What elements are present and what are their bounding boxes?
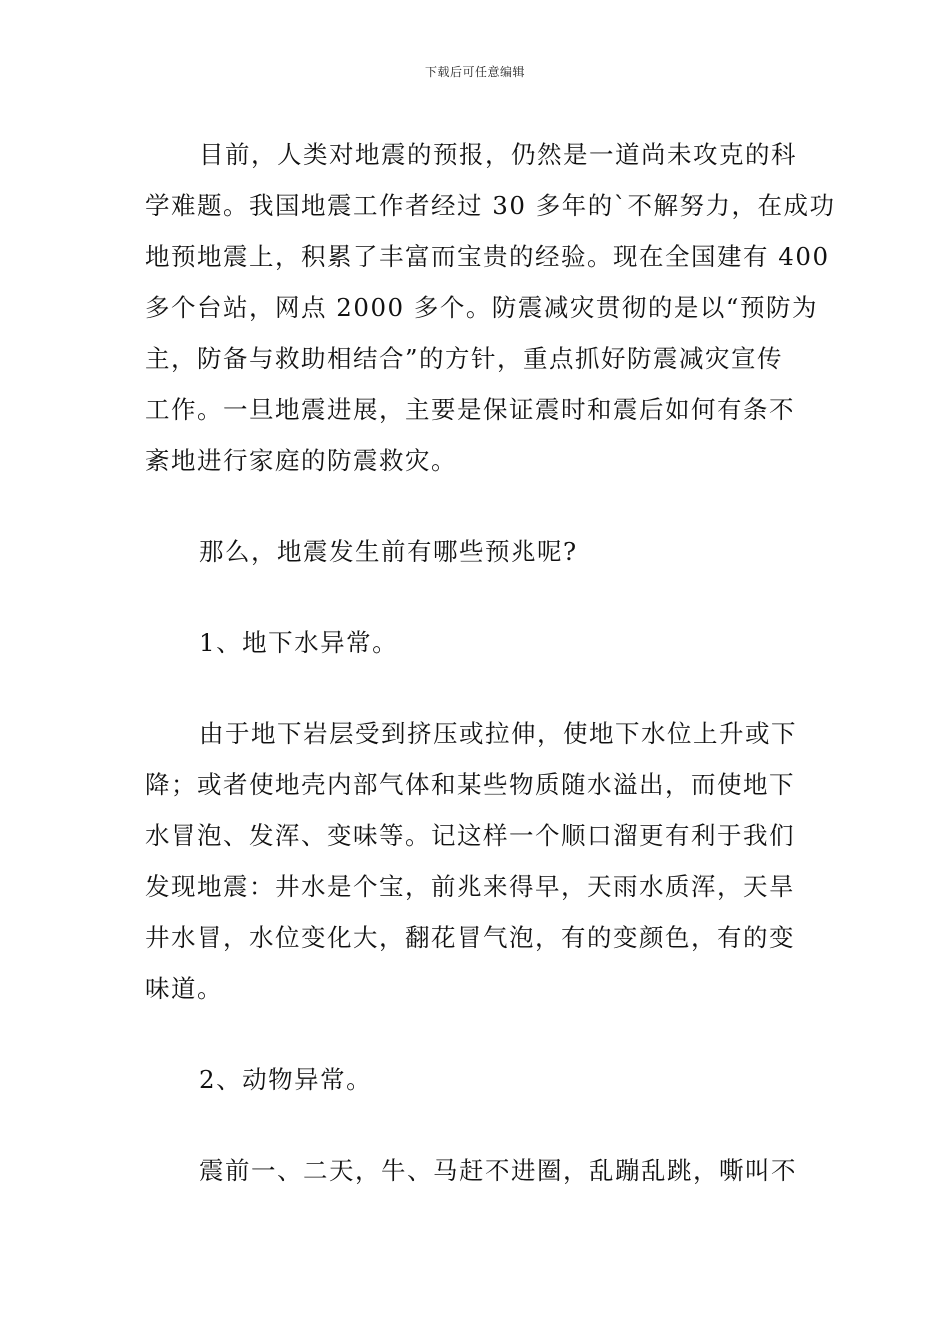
paragraph-question (145, 526, 807, 577)
paragraph-animals (145, 1145, 807, 1196)
text-line: 1、地下水异常。 (199, 628, 399, 657)
paragraph-gap (145, 486, 807, 526)
text-line: 水冒泡、发浑、变味等。记这样一个顺口溜更有利于我们 (145, 821, 795, 850)
text-line: 工作。一旦地震进展，主要是保证震时和震后如何有条不 (145, 395, 795, 424)
paragraph-groundwater (145, 708, 807, 1014)
section-heading-groundwater (145, 617, 807, 668)
document-body (145, 129, 836, 1196)
paragraph-gap (145, 668, 807, 708)
text-line: 2、动物异常。 (199, 1065, 373, 1094)
text-line: 学难题。我国地震工作者经过 30 多年的`不解努力，在成功 (145, 191, 836, 220)
text-line: 目前，人类对地震的预报，仍然是一道尚未攻克的科 (199, 140, 797, 169)
text-line: 主，防备与救助相结合”的方针，重点抓好防震减灾宣传 (145, 344, 784, 373)
paragraph-gap (145, 1105, 807, 1145)
text-line: 由于地下岩层受到挤压或拉伸，使地下水位上升或下 (199, 719, 797, 748)
section-heading-animals (145, 1054, 807, 1105)
paragraph-gap (145, 577, 807, 617)
header-note: 下载后可任意编辑 (424, 65, 525, 79)
paragraph-gap (145, 1014, 807, 1054)
paragraph-forecast-intro (145, 129, 836, 486)
text-line: 震前一、二天，牛、马赶不进圈，乱蹦乱跳，嘶叫不 (199, 1156, 797, 1185)
text-line: 地预地震上，积累了丰富而宝贵的经验。现在全国建有 400 (145, 242, 830, 271)
text-line: 井水冒，水位变化大，翻花冒气泡，有的变颜色，有的变 (145, 923, 795, 952)
text-line: 那么，地震发生前有哪些预兆呢? (199, 537, 578, 566)
text-line: 多个台站，网点 2000 多个。防震减灾贯彻的是以“预防为 (145, 293, 818, 322)
text-line: 紊地进行家庭的防震救灾。 (145, 446, 457, 475)
text-line: 降；或者使地壳内部气体和某些物质随水溢出，而使地下 (145, 770, 795, 799)
text-line: 味道。 (145, 974, 223, 1003)
text-line: 发现地震：井水是个宝，前兆来得早，天雨水质浑，天旱 (145, 872, 795, 901)
